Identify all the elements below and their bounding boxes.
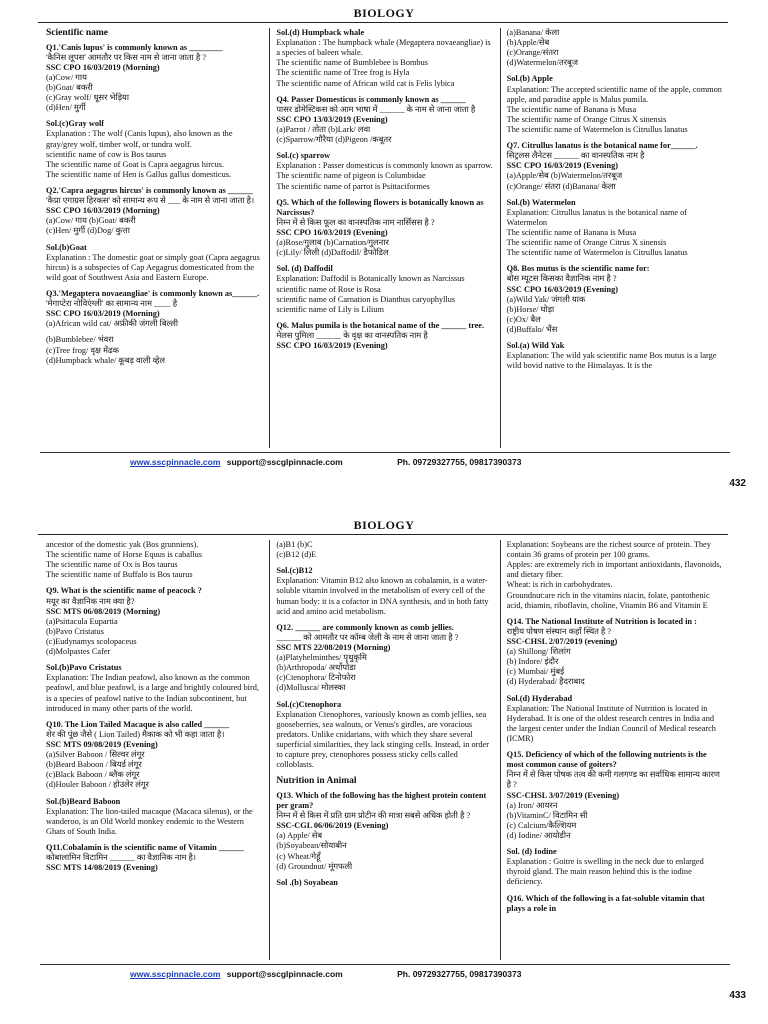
text-line: Q10. The Lion Tailed Macaque is also called ______ <box>46 719 230 729</box>
text-line: Q1.'Canis lupus' is commonly known as ________ <box>46 42 223 52</box>
text-line: Explanation: Daffodil is Botanically known as Narcissus <box>276 274 465 284</box>
text-line: (c) Wheat/गेहूँ <box>276 851 321 861</box>
website-link[interactable]: www.sscpinnacle.com <box>130 457 221 467</box>
text-line: निम्न में से किस फूल का वानस्पतिक नाम नार्सिसस है ? <box>276 217 435 227</box>
text-line: Q5. Which of the following flowers is botanically known as Narcissus? <box>276 197 484 217</box>
text-line: Explanation: Vitamin B12 also known as cobalamin, is a water-soluble vitamin involved in the metabolism of every cell of the human body: it is a cofactor in DNA synthesis, and in both fatty acid and amino acid metabolism. <box>276 576 489 616</box>
text-line: SSC CPO 16/03/2019 (Evening) <box>506 284 618 294</box>
text-line: SSC MTS 22/08/2019 (Morning) <box>276 642 391 652</box>
text-line: Q12. ______ are commonly known as comb jellies. <box>276 622 454 632</box>
text-line: Explanation : The domestic goat or simply goat (Capra aegagrus hircus) is a subspecies of Cap Aegagrus domesticated from the wild goat of Southwest Asia and Eastern Europe. <box>46 252 260 282</box>
text-line: (a)Cow/ गाय <box>46 72 87 82</box>
footer-rule <box>40 452 730 453</box>
text-line: (d) Iodine/ आयोडीन <box>506 830 571 840</box>
text-line: Sol.(b)Beard Baboon <box>46 796 121 806</box>
text-line: Sol.(c)B12 <box>276 566 313 576</box>
text-line: सिट्रलस लैनेटस ______ का वानस्पतिक नाम है <box>506 151 645 161</box>
text-line: पासर डोमेस्टिकस को आम भाषा में ______ के नाम से जाना जाता है <box>276 104 476 114</box>
text-line: (d) Hyderabad/ हैदराबाद <box>506 677 585 687</box>
text-line: Q9. What is the scientific name of peacock ? <box>46 586 202 596</box>
text-line: (b)Horse/ घोड़ा <box>506 304 555 314</box>
text-line: SSC-CHSL 3/07/2019 (Evening) <box>506 790 620 800</box>
column-2 <box>269 540 499 960</box>
text-line: Sol.(c)Ctenophora <box>276 699 342 709</box>
text-line: SSC MTS 14/08/2019 (Evening) <box>46 863 158 873</box>
column-1 <box>40 540 269 960</box>
text-line: (a)Wild Yak/ जंगली याक <box>506 294 586 304</box>
section-heading: Scientific name <box>46 28 109 38</box>
text-line: Explanation: The accepted scientific name of the apple, common apple, and paradise apple is Malus pumila. <box>506 84 722 104</box>
footer <box>130 969 521 979</box>
text-line: (a)African wild cat/ अफ्रीकी जंगली बिल्ली <box>46 319 179 329</box>
text-line: (d)Humpback whale/ कूबड़ वाली व्हेल <box>46 355 166 365</box>
text-line: Sol.(d) Humpback whale <box>276 28 365 37</box>
text-line: (b)Soyabean/सोयाबीन <box>276 841 347 851</box>
text-line: The scientific name of Watermelon is Citrullus lanatus <box>506 124 688 134</box>
text-line: The scientific name of Tree frog is Hyla <box>276 68 410 78</box>
text-line: Q4. Passer Domesticus is commonly known as ______ <box>276 94 466 104</box>
text-line: (a)Cow/ गाय (b)Goat/ बकरी <box>46 216 136 226</box>
text-line: (a)Parrot / तोता (b)Lark/ लवा <box>276 124 371 134</box>
text-line: कोबालामिन विटामिन ______ का वैज्ञानिक नाम है। <box>46 853 197 863</box>
text-line: scientific name of Lily is Lilium <box>276 304 384 314</box>
text-line: (b)Bumblebee/ भंवरा <box>46 335 114 345</box>
text-line: (c)Lily/ लिली (d)Daffodil/ डैफोडिल <box>276 248 389 258</box>
text-line: The scientific name of Horse Equus is caballus <box>46 550 202 560</box>
text-line: Q14. The National Institute of Nutrition is located in : <box>506 616 697 626</box>
text-line: (b)Pavo Cristatus <box>46 626 104 636</box>
text-line: Explanation : Passer domesticus is commonly known as sparrow. <box>276 161 493 171</box>
text-line: Q6. Malus pumila is the botanical name of the ______ tree. <box>276 320 485 330</box>
text-line: Q7. Citrullus lanatus is the botanical name for______. <box>506 141 698 151</box>
text-line: (c)Black Baboon / ब्लैक लंगूर <box>46 770 140 780</box>
text-line: SSC CPO 16/03/2019 (Morning) <box>46 206 160 216</box>
text-line: The scientific name of Hen is Gallus gallus domesticus. <box>46 169 232 179</box>
text-line: (c) Mumbai/ मुंबई <box>506 667 565 677</box>
text-line: (c)B12 (d)E <box>276 550 317 560</box>
text-line: SSC CPO 16/03/2019 (Evening) <box>276 341 388 351</box>
text-line: Sol.(b) Apple <box>506 74 553 84</box>
text-line: The scientific name of parrot is Psittaciformes <box>276 181 430 191</box>
text-line: (c)Ctenophora/ टिनोफोरा <box>276 673 356 683</box>
text-line: (b)Goat/ बकरी <box>46 83 93 93</box>
text-line: (a)Silver Baboon / सिल्वर लंगूर <box>46 750 145 760</box>
text-line: Explanation: The lion-tailed macaque (Macaca silenus), or the wanderoo, is an Old World monkey endemic to the Western Ghats of South India. <box>46 806 253 836</box>
text-line: Sol.(a) Wild Yak <box>506 341 565 351</box>
text-line: ancestor of the domestic yak (Bos grunniens). <box>46 540 199 549</box>
text-line: निम्न में से किस पोषक तत्व की कमी गलगण्ड का सर्वाधिक सामान्य कारण है ? <box>506 770 720 790</box>
text-line: scientific name of Rose is Rosa <box>276 284 381 294</box>
text-line: मेलस पुमिला ______ के वृक्ष का वानस्पतिक नाम है <box>276 330 428 340</box>
text-line: (b)VitaminC/ विटामिन सी <box>506 810 588 820</box>
support-email[interactable]: support@sscglpinnacle.com <box>226 969 343 979</box>
text-line: (a) Apple/ सेब <box>276 831 323 841</box>
text-line: निम्न में से किस में प्रति ग्राम प्रोटीन की मात्रा सबसे अधिक होती है ? <box>276 811 471 821</box>
website-link[interactable]: www.sscpinnacle.com <box>130 969 221 979</box>
text-line: The scientific name of Banana is Musa <box>506 227 637 237</box>
text-line: Explanation: Soybeans are the richest source of protein. They contain 36 grams of protein per 100 grams. <box>506 540 711 560</box>
text-line: (d)Houler Baboon / होउलेर लंगूर <box>46 780 149 790</box>
text-line: (a)Apple/सेब (b)Watermelon/तरबूज <box>506 171 623 181</box>
column-3 <box>500 28 730 448</box>
text-line: Q2.'Capra aegagrus hircus' is commonly known as ______ <box>46 186 253 195</box>
text-line: (a)Banana/ केला <box>506 28 560 37</box>
page-number: 432 <box>729 478 746 489</box>
text-line: Q8. Bos mutus is the scientific name for: <box>506 264 650 274</box>
text-line: SSC-CGL 06/06/2019 (Evening) <box>276 821 389 831</box>
page-header: BIOLOGY <box>353 518 415 532</box>
text-line: (d)Buffalo/ भैंस <box>506 324 558 334</box>
text-line: राष्ट्रीय पोषण संस्थान कहाँ स्थित है ? <box>506 626 612 636</box>
text-line: The scientific name of Watermelon is Citrullus lanatus <box>506 248 688 258</box>
text-line: Groundnut:are rich in the vitamins niacin, folate, pantothenic acid, thiamin, riboflavin, choline, Vitamin B6 and Vitamin E <box>506 590 710 610</box>
text-line: The scientific name of Orange Citrus X sinensis <box>506 238 667 248</box>
text-line: बोस म्यूटस किसका वैज्ञानिक नाम है ? <box>506 274 617 284</box>
text-line: Sol.(b)Goat <box>46 242 87 252</box>
text-line: scientific name of cow is Bos taurus <box>46 149 167 159</box>
text-line: (c)Orange/संतरा <box>506 48 559 58</box>
text-line: (c)Tree frog/ वृक्ष मेंढक <box>46 345 120 355</box>
header-rule <box>38 22 728 23</box>
text-line: Sol.(b) Watermelon <box>506 197 576 207</box>
page-433 <box>0 512 768 1024</box>
text-line: (c)Ox/ बैल <box>506 314 541 324</box>
text-line: SSC CPO 16/03/2019 (Morning) <box>46 309 160 319</box>
text-line: Sol. (d) Daffodil <box>276 264 333 274</box>
section-heading: Nutrition in Animal <box>276 776 357 787</box>
text-line: Explanation: Citrullus lanatus is the botanical name of Watermelon <box>506 207 688 227</box>
text-line: Explanation: The Indian peafowl, also known as the common peafowl, and blue peafowl, is a large and brightly coloured bird, is a species of peafowl native to the Indian subcontinent, but introduced in many other parts of the world. <box>46 673 259 713</box>
text-line: Q16. Which of the following is a fat-soluble vitamin that plays a role in <box>506 893 705 913</box>
text-line: (a) Shillong/ शिलांग <box>506 647 571 657</box>
text-line: (a)Psittacula Eupartia <box>46 616 118 626</box>
text-line: SSC MTS 06/08/2019 (Morning) <box>46 606 161 616</box>
text-line: Explanation: The wild yak scientific name Bos mutus is a large wild bovid native to the Himalayas. It is the <box>506 351 717 371</box>
column-3 <box>500 540 730 960</box>
text-line: The scientific name of Banana is Musa <box>506 104 637 114</box>
text-line: Q13. Which of the following has the highest protein content per gram? <box>276 790 487 810</box>
text-line: (b)Apple/सेब <box>506 38 550 48</box>
text-line: Q11.Cobalamin is the scientific name of Vitamin ______ <box>46 842 244 852</box>
text-line: (a)Platyhelminthes/ पृथुकृमि <box>276 653 367 663</box>
text-line: (d) Groundnut/ मूंगफली <box>276 861 353 871</box>
text-line: Sol.(c) sparrow <box>276 151 331 161</box>
text-line: मयूर का वैज्ञानिक नाम क्या है? <box>46 596 135 606</box>
text-line: (d)Watermelon/तरबूज <box>506 58 578 68</box>
text-line: ______ को आमतौर पर कॉम्ब जेली के नाम से जाना जाता है ? <box>276 632 459 642</box>
text-line: The scientific name of Goat is Capra aegagrus hircus. <box>46 159 225 169</box>
text-line: SSC-CHSL 2/07/2019 (evening) <box>506 636 618 646</box>
phone-numbers: Ph. 09729327755, 09817390373 <box>397 457 522 467</box>
footer <box>130 457 521 467</box>
text-line: (d)Mollusca/ मोलस्का <box>276 683 346 693</box>
text-line: SSC CPO 16/03/2019 (Evening) <box>276 227 388 237</box>
text-line: Sol .(b) Soyabean <box>276 877 338 887</box>
text-line: (c)Orange/ संतरा (d)Banana/ केला <box>506 181 616 191</box>
text-line: Apples: are extremely rich in important antioxidants, flavonoids, and dietary fiber. <box>506 560 722 580</box>
text-line: Explanation : Goitre is swelling in the neck due to enlarged thyroid gland. The main reason behind this is the iodine deficiency. <box>506 857 704 887</box>
text-line: (d)Hen/ मुर्गी <box>46 103 86 113</box>
text-line: (c)Sparrow/गौरैया (d)Pigeon /कबूतर <box>276 135 392 145</box>
text-line: Explanation : The wolf (Canis lupus), also known as the gray/grey wolf, timber wolf, or tundra wolf. <box>46 129 233 149</box>
text-line: (d)Molpastes Cafer <box>46 647 111 657</box>
column-1 <box>40 28 269 448</box>
text-line: SSC MTS 09/08/2019 (Evening) <box>46 739 158 749</box>
text-line: (a) Iron/ आयरन <box>506 800 558 810</box>
text-line: Sol.(d) Hyderabad <box>506 693 573 703</box>
text-line: 'कैनिस लूपस' आमतौर पर किस नाम से जाना जाता है ? <box>46 52 207 62</box>
text-line: The scientific name of Orange Citrus X sinensis <box>506 114 667 124</box>
text-line: SSC CPO 16/03/2019 (Morning) <box>46 62 160 72</box>
text-line: SSC CPO 16/03/2019 (Evening) <box>506 161 618 171</box>
text-line: (c)Eudynamys scolopaceus <box>46 636 137 646</box>
text-line: The scientific name of pigeon is Columbidae <box>276 171 426 181</box>
text-line: Q3.'Megaptera novaeangliae' is commonly known as______. <box>46 288 260 298</box>
page-header: BIOLOGY <box>353 6 415 20</box>
text-line: Explanation Ctenophores, variously known as comb jellies, sea gooseberries, sea walnuts, or Venus's girdles, are voracious predators. Unlike cnidarians, with which they share several superficial similarities, they lack stinging cells. Instead, in order to capture prey, ctenophores possess sticky cells called colloblasts. <box>276 709 489 770</box>
text-line: Explanation : The humpback whale (Megaptera novaeangliae) is a species of baleen whale. <box>276 38 491 58</box>
text-line: The scientific name of Bumblebee is Bombus <box>276 58 428 68</box>
text-columns <box>40 28 730 448</box>
text-line: Sol.(c)Gray wolf <box>46 119 105 129</box>
text-line: (b)Beard Baboon / बियर्ड लंगूर <box>46 760 142 770</box>
text-line: The scientific name of African wild cat is Felis lybica <box>276 78 455 88</box>
text-line: SSC CPO 13/03/2019 (Evening) <box>276 114 388 124</box>
text-line: The scientific name of Buffalo is Bos taurus <box>46 570 193 580</box>
text-line: (b) Indore/ इंदौर <box>506 657 559 667</box>
text-line: शेर की पूंछ जैसे ( Lion Tailed) मैकाक को भी कहा जाता है। <box>46 729 225 739</box>
text-columns <box>40 540 730 960</box>
text-line: (c)Gray wolf/ धूसर भेड़िया <box>46 93 130 103</box>
support-email[interactable]: support@sscglpinnacle.com <box>226 457 343 467</box>
text-line: The scientific name of Ox is Bos taurus <box>46 560 178 570</box>
text-line: (c)Hen/ मुर्गी (d)Dog/ कुत्ता <box>46 226 130 236</box>
text-line: (c) Calcium/कैल्शियम <box>506 820 577 830</box>
text-line: 'मेगाप्टेरा नोविएंग्ली' का सामान्य नाम ____ है <box>46 299 178 309</box>
header-rule <box>38 534 728 535</box>
page-number: 433 <box>729 990 746 1001</box>
text-line: (a)B1 (b)C <box>276 540 313 549</box>
column-2 <box>269 28 499 448</box>
text-line: Sol. (d) Iodine <box>506 847 557 857</box>
text-line: Explanation: The National Institute of Nutrition is located in Hyderabad. It is one of the oldest research centres in India and the largest center under the Indian Council of Medical research (ICMR) <box>506 703 716 743</box>
phone-numbers: Ph. 09729327755, 09817390373 <box>397 969 522 979</box>
text-line: (b)Arthropoda/ अर्थोपोडा <box>276 663 356 673</box>
text-line: 'कैप्रा एगाग्रस हिरकस' को सामान्य रूप से ___ के नाम से जाना जाता है। <box>46 196 255 206</box>
text-line: Sol.(b)Pavo Cristatus <box>46 663 122 673</box>
text-line: Wheat: is rich in carbohydrates. <box>506 580 613 590</box>
footer-rule <box>40 964 730 965</box>
text-line: (a)Rose/गुलाब (b)Carnation/गुलनार <box>276 238 389 248</box>
text-line: Q15. Deficiency of which of the following nutrients is the most common cause of goiters? <box>506 750 707 770</box>
text-line: scientific name of Carnation is Dianthus caryophyllus <box>276 294 456 304</box>
